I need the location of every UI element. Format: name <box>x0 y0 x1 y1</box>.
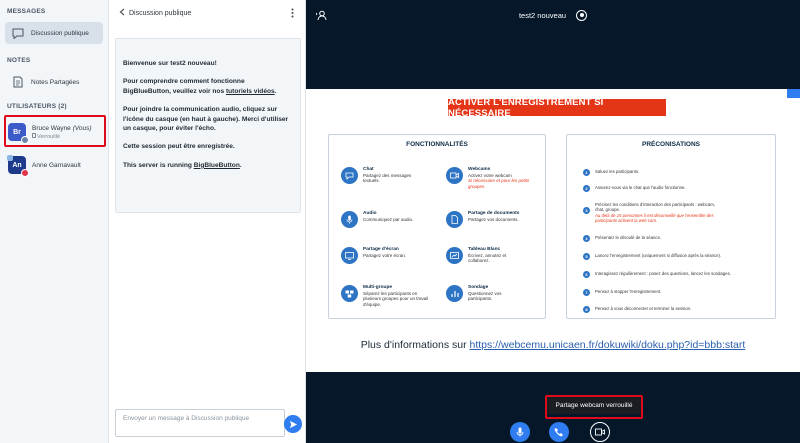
webcam-button[interactable] <box>590 422 610 442</box>
meeting-title: test2 nouveau <box>518 10 567 20</box>
more-options-icon[interactable] <box>291 8 294 20</box>
features-title: FONCTIONNALITÉS <box>406 141 468 148</box>
microphone-button[interactable] <box>510 422 530 442</box>
feature-audio: Audio Communiquez par audio. <box>341 211 423 228</box>
user-list-toggle-icon[interactable] <box>316 10 328 23</box>
webcam-icon <box>446 167 463 184</box>
recording-line: Cette session peut être enregistrée. <box>123 143 235 151</box>
recommendation-item: 8 Pensez à vous déconnecter et terminer la session. <box>583 306 785 313</box>
sidebar-item-label: Notes Partagées <box>31 78 80 86</box>
slide-control-tab[interactable] <box>787 89 800 98</box>
microphone-icon <box>516 427 524 437</box>
recommendation-item: 5 Lancez l'enregistrement (uniquement si diffusion après la séance). <box>583 253 785 260</box>
recommendation-item: 4 Présentez le déroulé de la séance. <box>583 235 785 242</box>
chat-panel <box>109 0 306 443</box>
recommendation-item: 6 Interagissez régulièrement : posez des questions, lancez les sondages. <box>583 271 785 278</box>
user-list-panel <box>0 0 109 443</box>
more-info-link[interactable]: https://webcemu.unicaen.fr/dokuwiki/doku.php?id=bbb:start <box>469 339 746 351</box>
messages-section-title: MESSAGES <box>7 8 46 15</box>
recommendations-title: PRÉCONISATIONS <box>641 141 701 148</box>
feature-poll: Sondage Questionnez vos participants. <box>446 285 523 302</box>
chevron-left-icon[interactable] <box>119 8 125 18</box>
presenter-icon <box>7 155 13 161</box>
more-info-line: Plus d'informations sur https://webcemu.unicaen.fr/dokuwiki/doku.php?id=bbb:start <box>360 339 746 351</box>
phone-icon <box>554 427 564 437</box>
chat-icon <box>341 167 358 184</box>
tutorial-link[interactable]: tutoriels vidéos <box>225 87 275 95</box>
users-section-title: UTILISATEURS (2) <box>7 103 67 110</box>
audio-line: Pour joindre la communication audio, cliquez sur l'icône du casque (en haut à gauche). Merci d'utiliser un casque, pour éviter l'écho. <box>123 106 289 133</box>
notes-section-title: NOTES <box>7 57 31 64</box>
feature-screen-sharing: Partage d'écran Partagez votre écran. <box>341 247 423 264</box>
features-box <box>328 134 546 319</box>
muted-icon <box>21 169 29 177</box>
you-label: (Vous) <box>72 124 92 132</box>
groups-icon <box>341 285 358 302</box>
chat-title: Discussion publique <box>129 9 192 17</box>
document-icon <box>446 211 463 228</box>
whiteboard-icon <box>446 247 463 264</box>
screen-icon <box>341 247 358 264</box>
feature-whiteboard: Tableau Blanc Écrivez, annotez et collaborez. <box>446 247 526 264</box>
tutorial-line: Pour comprendre comment fonctionne BigBlueButton, veuillez voir nos tutoriels vidéos. <box>123 78 277 95</box>
sidebar-item-shared-notes[interactable] <box>5 71 103 93</box>
recommendations-box <box>566 134 776 319</box>
recommendation-item: 1 Saluez les participants. <box>583 169 785 176</box>
feature-webcams: Webcams Activez votre webcam Si nécessaire et pour les petits groupes. <box>446 167 530 189</box>
recommendation-item: 3 Précisez les conditions d'interaction des participants : webcam, chat, groupe. Au delà de 15 personnes il est déconseillé que l'ensemble des participants activent la web cam. <box>583 202 720 224</box>
webcam-locked-tooltip: Partage webcam verrouillé <box>547 397 641 414</box>
send-icon <box>289 420 298 429</box>
welcome-line: Bienvenue sur test2 nouveau! <box>123 60 217 67</box>
presentation-slide <box>306 89 800 372</box>
microphone-icon <box>341 211 358 228</box>
avatar: An <box>8 156 26 174</box>
stage-header <box>306 0 800 30</box>
recommendation-item: 7 Pensez à stopper l'enregistrement. <box>583 289 785 296</box>
chat-icon <box>9 24 27 42</box>
feature-document-sharing: Partage de documents Partagez vos documents. <box>446 211 528 228</box>
recommendation-item: 2 Assurez-vous via le chat que l'audio fonctionne. <box>583 185 785 192</box>
feature-multi-group: Multi-groupe Séparez les participants en plusieurs groupes pour un travail d'équipe. <box>341 285 431 307</box>
user-name: Anne Garnavault <box>32 161 81 169</box>
presentation-area <box>306 0 800 443</box>
avatar: Br <box>8 123 26 141</box>
chat-message-input[interactable]: Envoyer un message à Discussion publique <box>115 409 285 437</box>
highlight-frame <box>545 395 643 419</box>
phone-button[interactable] <box>549 422 569 442</box>
sidebar-item-public-chat[interactable] <box>5 22 103 44</box>
user-item-anne-garnavault[interactable] <box>5 150 104 180</box>
notes-icon <box>9 73 27 91</box>
chat-header <box>109 0 306 26</box>
slide-banner: ACTIVER L'ENREGISTREMENT SI NÉCESSAIRE <box>448 99 666 116</box>
sidebar-item-label: Discussion publique <box>31 29 89 37</box>
highlight-frame <box>4 115 106 147</box>
send-button[interactable] <box>284 415 302 433</box>
bigbluebutton-link[interactable]: BigBlueButton <box>193 161 240 169</box>
poll-icon <box>446 285 463 302</box>
feature-chat: Chat Partagez des messages textuels. <box>341 167 423 184</box>
webcam-icon <box>595 428 605 436</box>
record-icon[interactable] <box>576 10 587 21</box>
server-line: This server is running BigBlueButton. <box>123 161 242 169</box>
welcome-message <box>115 38 301 213</box>
user-name: Bruce Wayne <box>32 124 71 132</box>
user-status: Verrouillé <box>37 133 60 140</box>
